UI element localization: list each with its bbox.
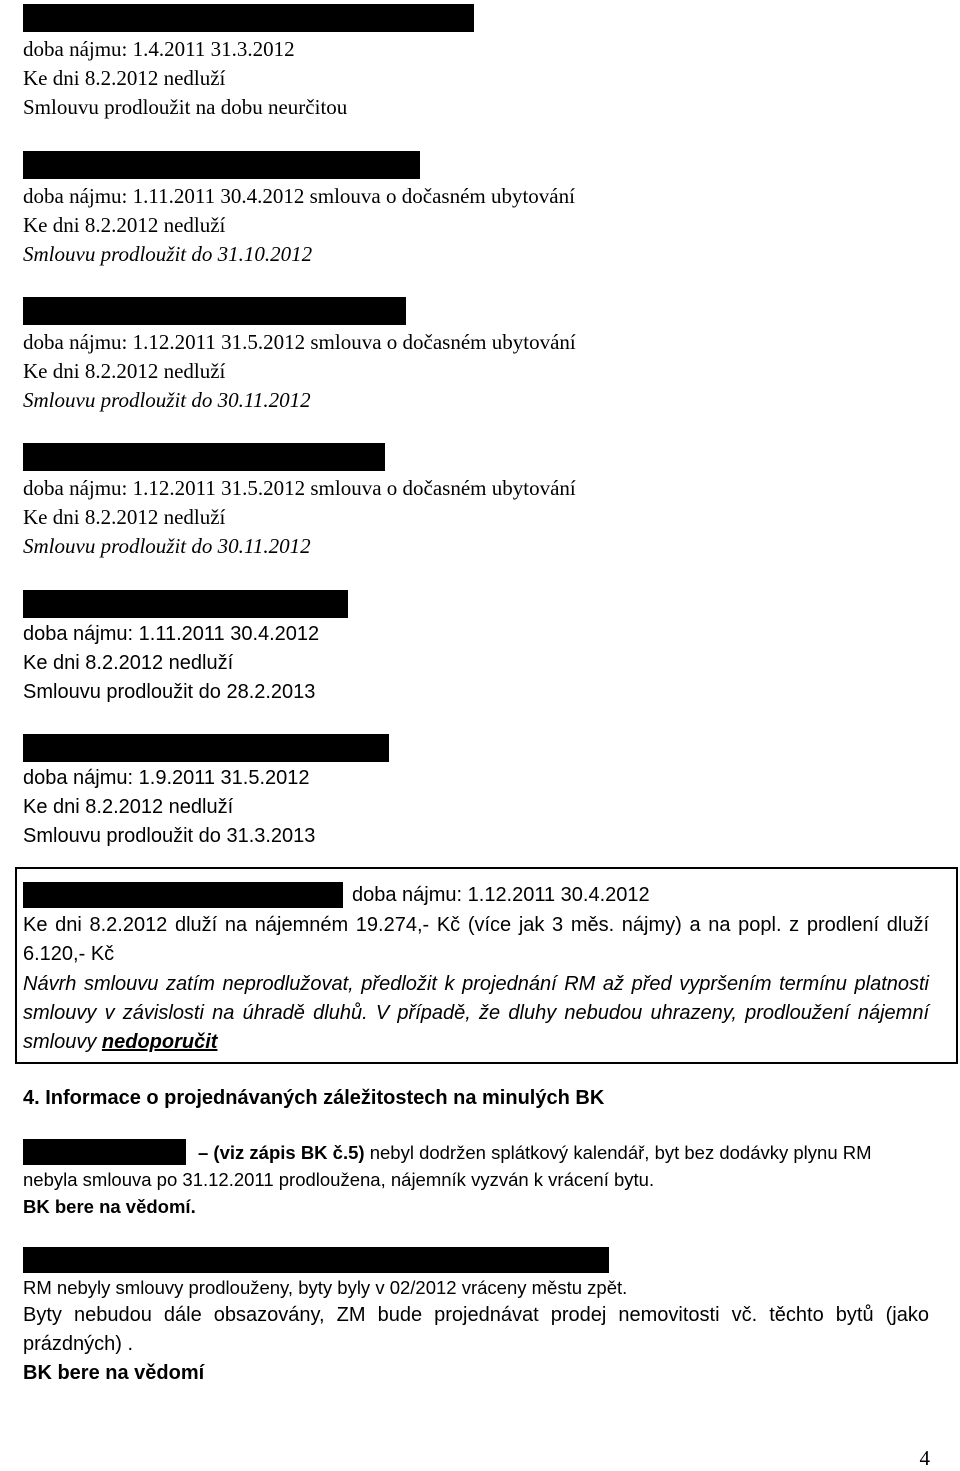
redacted-name — [23, 443, 385, 471]
redacted-name — [23, 590, 348, 618]
lease-period: doba nájmu: 1.12.2011 30.4.2012 — [352, 884, 650, 906]
redacted-name — [23, 297, 406, 325]
recommendation: Smlouvu prodloužit do 30.11.2012 — [23, 534, 311, 558]
debt-status: Ke dni 8.2.2012 nedluží — [23, 652, 234, 674]
page-number: 4 — [919, 1446, 930, 1470]
redacted-name — [23, 734, 389, 762]
section-paragraph: RM nebyly smlouvy prodlouženy, byty byly v 02/2012 vráceny městu zpět. — [23, 1277, 628, 1298]
debt-status: Ke dni 8.2.2012 nedluží — [23, 66, 226, 90]
proposal-emphasis: nedoporučit — [101, 1031, 218, 1053]
lease-period: doba nájmu: 1.9.2011 31.5.2012 — [23, 767, 310, 789]
redacted-name — [23, 4, 474, 32]
debt-status: Ke dni 8.2.2012 nedluží — [23, 505, 226, 529]
lease-period: doba nájmu: 1.4.2011 31.3.2012 — [23, 37, 295, 61]
recommendation: Smlouvu prodloužit do 30.11.2012 — [23, 388, 311, 412]
paragraph-text: nebyl dodržen splátkový kalendář, byt bez dodávky plynu RM — [364, 1142, 872, 1163]
recommendation: Smlouvu prodloužit do 31.3.2013 — [23, 825, 316, 847]
debt-status: Ke dni 8.2.2012 nedluží — [23, 213, 226, 237]
committee-note: BK bere na vědomí. — [23, 1196, 196, 1217]
section-paragraph: Byty nebudou dále obsazovány, ZM bude projednávat prodej nemovitosti vč. těchto bytů (jako prázdných) . — [23, 1304, 929, 1355]
redacted-name — [23, 151, 420, 179]
recommendation: Smlouvu prodloužit do 28.2.2013 — [23, 681, 316, 703]
section-paragraph — [198, 1138, 872, 1167]
debt-status: Ke dni 8.2.2012 dluží na nájemném 19.274,- Kč (více jak 3 měs. nájmy) a na popl. z prodlení dluží 6.120,- Kč — [23, 914, 929, 965]
redacted-name — [23, 1139, 186, 1165]
recommendation — [23, 970, 929, 1057]
lease-period: doba nájmu: 1.11.2011 30.4.2012 — [23, 623, 320, 645]
redacted-name — [23, 1247, 609, 1273]
section-paragraph: nebyla smlouva po 31.12.2011 prodloužena, nájemník vyzván k vrácení bytu. — [23, 1169, 655, 1190]
lease-period: doba nájmu: 1.12.2011 31.5.2012 smlouva o dočasném ubytování — [23, 330, 576, 354]
recommendation: Smlouvu prodloužit na dobu neurčitou — [23, 95, 348, 119]
recommendation: Smlouvu prodloužit do 31.10.2012 — [23, 242, 313, 266]
minutes-reference: – (viz zápis BK č.5) — [198, 1142, 365, 1163]
redacted-name — [23, 882, 343, 908]
debt-status: Ke dni 8.2.2012 nedluží — [23, 359, 226, 383]
section-heading: 4. Informace o projednávaných záležitostech na minulých BK — [23, 1087, 605, 1109]
lease-period: doba nájmu: 1.11.2011 30.4.2012 smlouva o dočasném ubytování — [23, 184, 575, 208]
proposal-text: Návrh smlouvu zatím neprodlužovat, předložit k projednání RM až před vypršením termínu platnosti smlouvy v závislosti na úhradě dluhů. V případě, že dluhy nebudou uhrazeny, prodloužení nájemní smlouvy — [23, 973, 929, 1053]
debt-status: Ke dni 8.2.2012 nedluží — [23, 796, 234, 818]
lease-period: doba nájmu: 1.12.2011 31.5.2012 smlouva o dočasném ubytování — [23, 476, 576, 500]
committee-note: BK bere na vědomí — [23, 1362, 205, 1384]
